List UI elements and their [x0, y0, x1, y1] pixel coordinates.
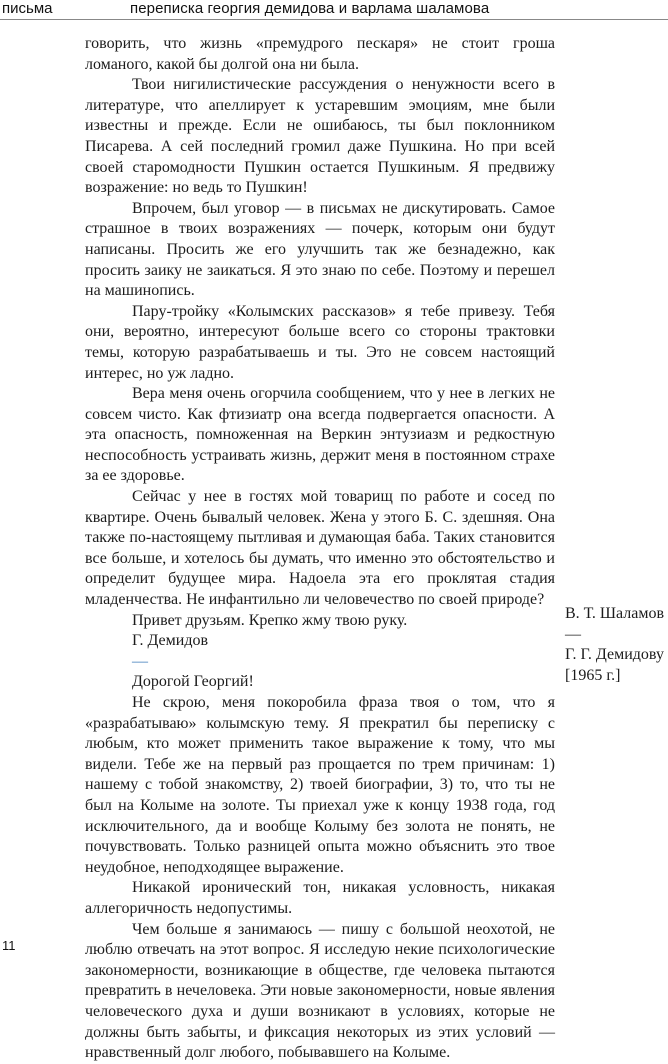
paragraph: Чем больше я занимаюсь — пишу с большой неохотой, не люблю отвечать на этот вопрос. Я исследую некие психологические закономерности, возникающие в обществе, где человека пытаются превратить в нечеловека. Эти новые закономерности, новые явления человеческого духа и души возникают в условиях, которые не должны быть забыты, и фиксация некоторых из этих условий — нравственный долг любого, побывавшего на Колыме.: [85, 920, 555, 1062]
salutation: Дорогой Георгий!: [132, 673, 254, 691]
paragraph: Никакой иронический тон, никакая условность, никакая аллегоричность недопустимы.: [85, 879, 555, 917]
margin-note-to: Г. Г. Демидову: [565, 646, 664, 664]
signature: Г. Демидов: [132, 632, 209, 650]
running-title: переписка георгия демидова и варлама шаламова: [130, 0, 490, 17]
section-label: письма: [2, 0, 53, 17]
paragraph-continuation: говорить, что жизнь «премудрого пескаря» не стоит гроша ломаного, какой бы долгой она ни была.: [85, 35, 555, 73]
margin-note: [565, 604, 668, 686]
letter-divider: —: [132, 652, 148, 670]
margin-note-dash: —: [565, 625, 581, 643]
paragraph: Вера меня очень огорчила сообщением, что у нее в легких не совсем чисто. Как фтизиатр она всегда подвергается опасности. А эта опасность, помноженная на Веркин энтузиазм и редкостную неспособность устраивать жизнь, держит меня в постоянном страхе за ее здоровье.: [85, 385, 555, 485]
paragraph: Сейчас у нее в гостях мой товарищ по работе и сосед по квартире. Очень бывалый человек. Жена у этого Б. С. здешняя. Она также по-настоящему пытливая и думающая баба. Таких становится все больше, и хотелось бы думать, что именно это обстоятельство и определит будущее мира. Надоела эта его проклятая стадия младенчества. Не инфантильно ли человечество по своей природе?: [85, 488, 555, 609]
closing-greeting: Привет друзьям. Крепко жму твою руку.: [132, 611, 408, 629]
header-rule: [0, 19, 668, 20]
paragraph: Не скрою, меня покоробила фраза твоя о том, что я «разрабатываю» колымскую тему. Я прекратил бы переписку с любым, кто может применить такое выражение к тому, что мы видели. Тебе же на первый раз прощается по трем причинам: 1) нашему с тобой знакомству, 2) твоей биографии, 3) то, что ты не был на Колыме на золоте. Ты приехал уже к концу 1938 года, год исключительного, да и вообще Колыму без золота не понять, не почувствовать. Только разницей опыта можно объяснить это твое неудобное, неподходящее выражение.: [85, 694, 555, 876]
margin-note-from: В. Т. Шаламов: [565, 605, 664, 622]
paragraph: Пару-тройку «Колымских рассказов» я тебе привезу. Тебя они, вероятно, интересуют больше всего со стороны трактовки темы, которую разрабатываешь и ты. Это не совсем настоящий интерес, но уж ладно.: [85, 302, 555, 382]
letter-text-column: [85, 34, 555, 1064]
paragraph: Впрочем, был уговор — в письмах не дискутировать. Самое страшное в твоих возражениях — почерк, которым они будут написаны. Просить же его улучшить так же безнадежно, как просить заику не заикаться. Я это знаю по себе. Поэтому и перешел на машинопись.: [85, 199, 555, 300]
page-number: 11: [2, 938, 16, 953]
paragraph: Твои нигилистические рассуждения о ненужности всего в литературе, что апеллирует к устаревшим эмоциям, мне были известны и прежде. Если не ошибаюсь, ты был поклонником Писарева. А сей последний громил даже Пушкина. Но при всей своей старомодности Пушкин остается Пушкиным. Я предвижу возражение: но ведь то Пушкин!: [85, 76, 555, 197]
margin-note-date: [1965 г.]: [565, 666, 621, 684]
running-head: [0, 0, 668, 22]
